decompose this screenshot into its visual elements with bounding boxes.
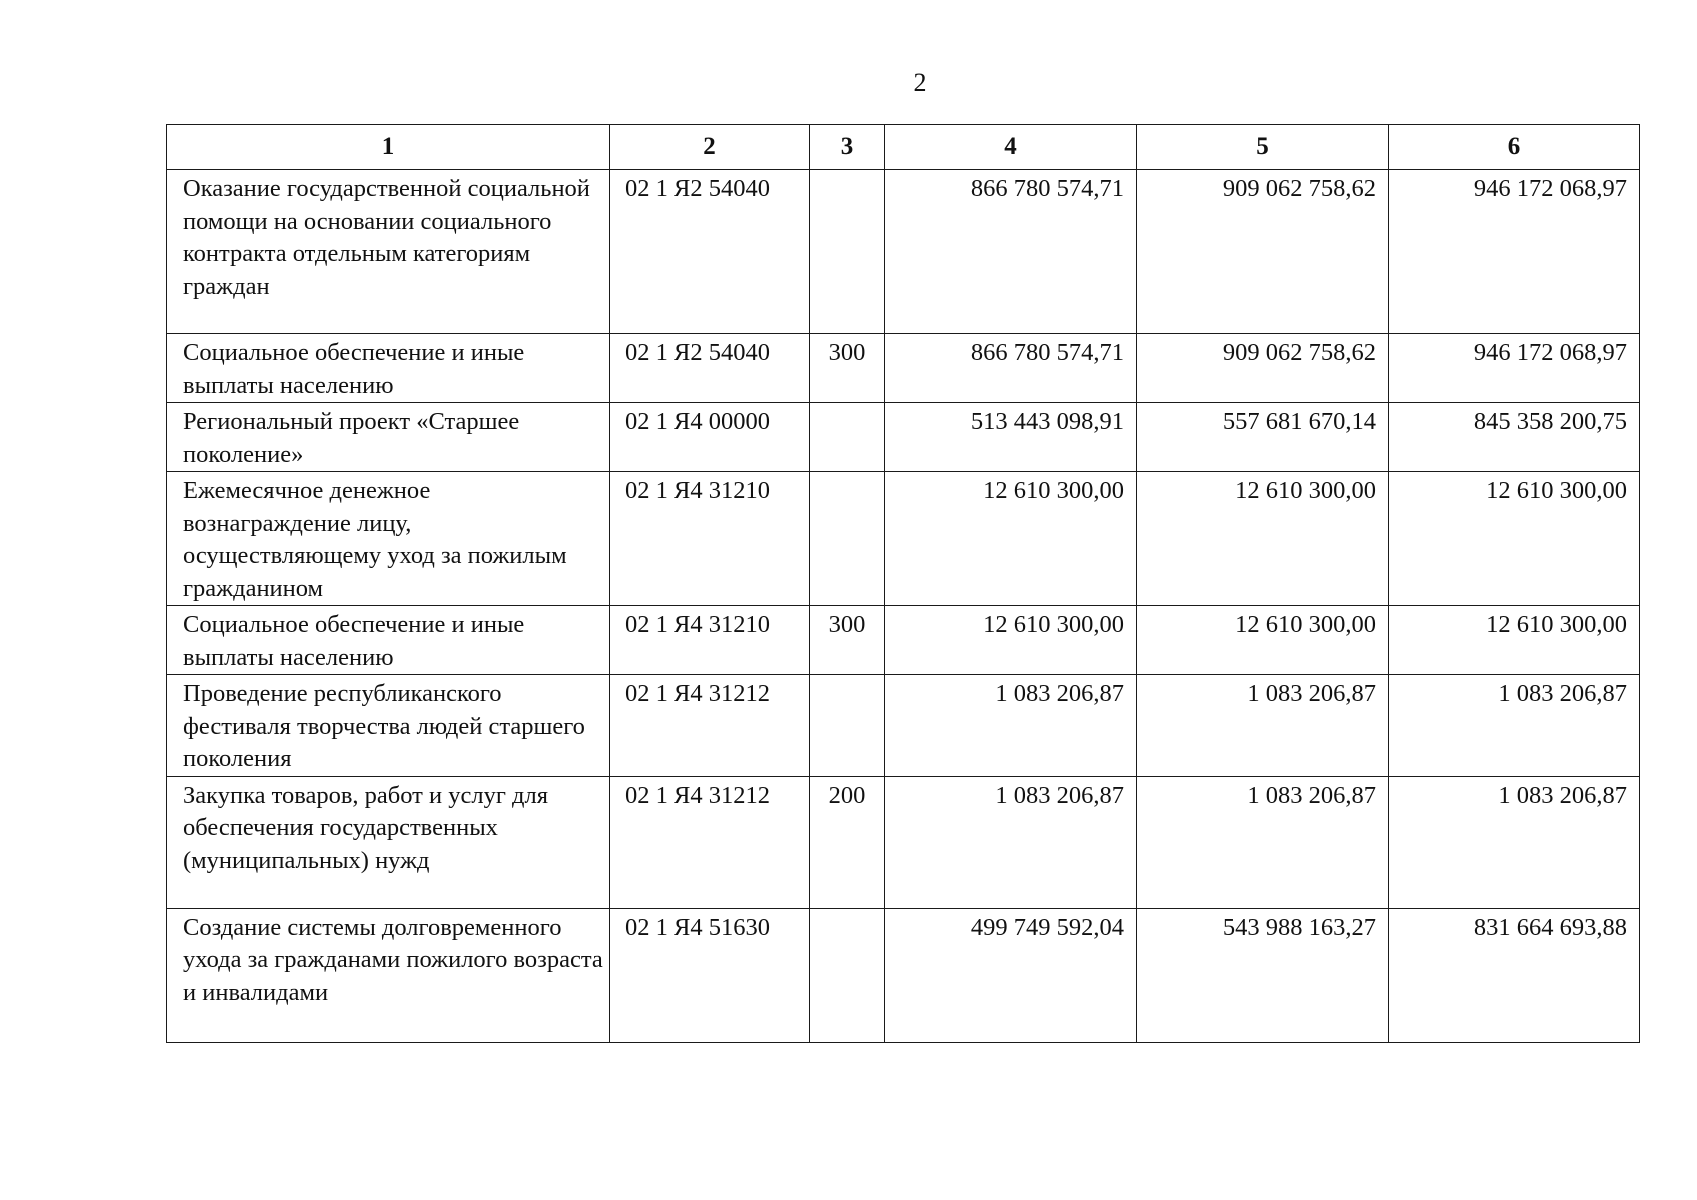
- table-row: [167, 403, 1640, 472]
- row-code: 02 1 Я4 31212: [610, 776, 810, 908]
- row-value-col-6: 946 172 068,97: [1389, 334, 1640, 403]
- row-value-col-5: 557 681 670,14: [1137, 403, 1389, 472]
- row-value-col-6: 1 083 206,87: [1389, 776, 1640, 908]
- row-value-col-4: 12 610 300,00: [885, 472, 1137, 606]
- row-value-col-4: 1 083 206,87: [885, 776, 1137, 908]
- row-expense-type: [810, 170, 885, 334]
- row-value-col-5: 1 083 206,87: [1137, 675, 1389, 777]
- page-number: 2: [913, 68, 927, 97]
- header-col-6: 6: [1389, 125, 1640, 170]
- row-value-col-4: 513 443 098,91: [885, 403, 1137, 472]
- budget-table: [166, 124, 1640, 1043]
- table-row: [167, 776, 1640, 908]
- row-value-col-6: 12 610 300,00: [1389, 606, 1640, 675]
- row-name: Оказание государственной социальной помощи на основании социального контракта отдельным категориям граждан: [167, 170, 610, 334]
- row-value-col-4: 866 780 574,71: [885, 334, 1137, 403]
- row-code: 02 1 Я4 51630: [610, 908, 810, 1042]
- header-col-3: 3: [810, 125, 885, 170]
- row-value-col-6: 831 664 693,88: [1389, 908, 1640, 1042]
- row-value-col-6: 1 083 206,87: [1389, 675, 1640, 777]
- row-name: Проведение республиканского фестиваля творчества людей старшего поколения: [167, 675, 610, 777]
- row-value-col-6: 845 358 200,75: [1389, 403, 1640, 472]
- row-name: Региональный проект «Старшее поколение»: [167, 403, 610, 472]
- row-value-col-5: 12 610 300,00: [1137, 472, 1389, 606]
- row-name: Создание системы долговременного ухода за гражданами пожилого возраста и инвалидами: [167, 908, 610, 1042]
- table-header: [167, 125, 1640, 170]
- header-col-2: 2: [610, 125, 810, 170]
- row-value-col-4: 499 749 592,04: [885, 908, 1137, 1042]
- row-value-col-5: 909 062 758,62: [1137, 170, 1389, 334]
- header-col-1: 1: [167, 125, 610, 170]
- table-row: [167, 908, 1640, 1042]
- table-row: [167, 472, 1640, 606]
- row-expense-type: [810, 675, 885, 777]
- row-value-col-5: 909 062 758,62: [1137, 334, 1389, 403]
- row-code: 02 1 Я4 31212: [610, 675, 810, 777]
- table-row: [167, 170, 1640, 334]
- row-name: Ежемесячное денежное вознаграждение лицу, осуществляющему уход за пожилым гражданином: [167, 472, 610, 606]
- row-code: 02 1 Я2 54040: [610, 334, 810, 403]
- row-expense-type: 300: [810, 606, 885, 675]
- row-name: Социальное обеспечение и иные выплаты населению: [167, 334, 610, 403]
- row-expense-type: [810, 403, 885, 472]
- row-code: 02 1 Я2 54040: [610, 170, 810, 334]
- row-value-col-4: 1 083 206,87: [885, 675, 1137, 777]
- row-value-col-4: 866 780 574,71: [885, 170, 1137, 334]
- row-expense-type: 200: [810, 776, 885, 908]
- header-col-5: 5: [1137, 125, 1389, 170]
- row-name: Закупка товаров, работ и услуг для обеспечения государственных (муниципальных) нужд: [167, 776, 610, 908]
- table-row: [167, 606, 1640, 675]
- table-row: [167, 675, 1640, 777]
- row-value-col-6: 12 610 300,00: [1389, 472, 1640, 606]
- row-value-col-5: 543 988 163,27: [1137, 908, 1389, 1042]
- table-row: [167, 334, 1640, 403]
- row-code: 02 1 Я4 00000: [610, 403, 810, 472]
- row-name: Социальное обеспечение и иные выплаты населению: [167, 606, 610, 675]
- row-value-col-5: 12 610 300,00: [1137, 606, 1389, 675]
- row-value-col-5: 1 083 206,87: [1137, 776, 1389, 908]
- header-col-4: 4: [885, 125, 1137, 170]
- table-body: [167, 170, 1640, 1043]
- row-code: 02 1 Я4 31210: [610, 472, 810, 606]
- row-expense-type: [810, 908, 885, 1042]
- header-row: [167, 125, 1640, 170]
- row-expense-type: [810, 472, 885, 606]
- row-code: 02 1 Я4 31210: [610, 606, 810, 675]
- row-value-col-4: 12 610 300,00: [885, 606, 1137, 675]
- row-expense-type: 300: [810, 334, 885, 403]
- row-value-col-6: 946 172 068,97: [1389, 170, 1640, 334]
